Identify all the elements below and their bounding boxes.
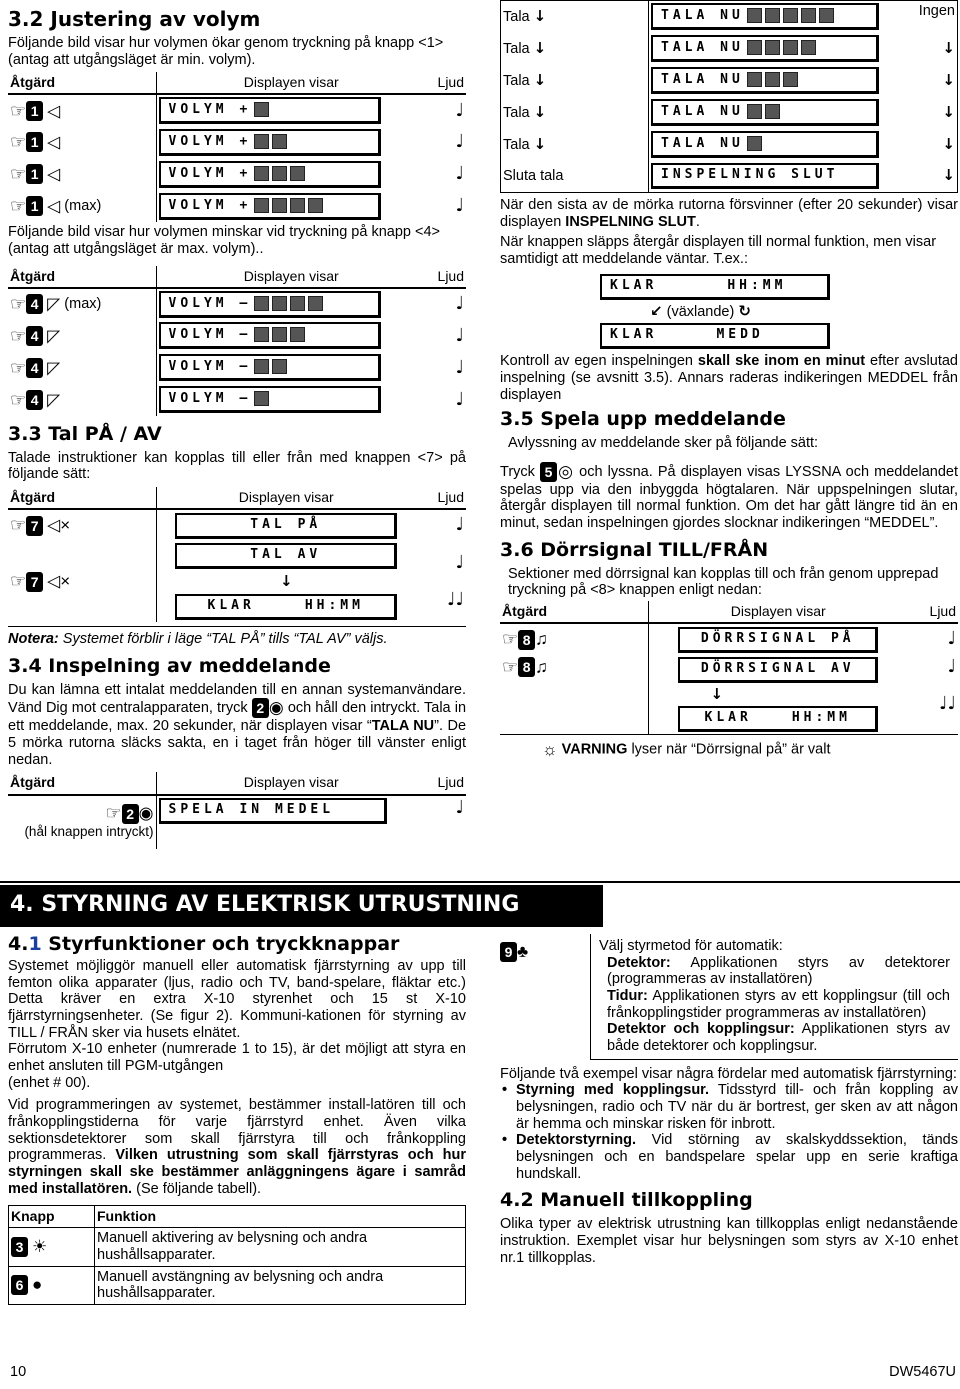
table-row [8, 320, 466, 352]
press-hand-icon: ☞ [10, 571, 27, 592]
lcd-display: VOLYM + [159, 161, 381, 188]
voice-table [8, 487, 466, 622]
key-1-icon: 1 [26, 196, 43, 216]
paragraph: När knappen släpps återgår displayen till normal funktion, men visar samtidigt att meddelande väntar. T.ex.: [500, 234, 937, 268]
listen-icon: ◎ [557, 461, 575, 481]
lcd-display: TALA NU [651, 67, 879, 94]
note-icon: ♩ [455, 131, 464, 153]
section-title-3-3: 3.3 Tal PÅ / AV [8, 422, 162, 445]
table-row [8, 288, 466, 320]
note-icon: ♩ [455, 324, 464, 346]
paragraph: Du kan lämna ett intalat meddelanden till en annan systemanvändare. Vänd Dig mot centralapparaten, tryck 2 ◉ och håll den intryckt. Tala in ett meddelande, max. 20 sekunder, när displayen visar “TALA NU”. De 5 mörka rutorna släcks sakta, en i taget från höger till vänster enligt nedan. [8, 681, 467, 768]
section-title-4-2: 4.2 Manuell tillkoppling [500, 1189, 753, 1212]
message-display-example [600, 274, 958, 350]
key-4-icon: 4 [26, 390, 43, 410]
chime-icon: ♫ [535, 657, 548, 677]
press-hand-icon: ☞ [10, 389, 27, 410]
press-hand-icon: ☞ [10, 196, 27, 217]
key-4-icon: 4 [26, 294, 43, 314]
rotate-right-icon: ↻ [738, 301, 751, 320]
lcd-display: VOLYM + [159, 97, 381, 124]
note: Notera: Systemet förblir i läge “TAL PÅ” tills “TAL AV” väljs. [8, 626, 466, 648]
chapter-title: 4. STYRNING AV ELEKTRISK UTRUSTNING [0, 885, 603, 927]
volume-down-icon: ◸ [47, 358, 61, 378]
chime-icon: ♫ [535, 629, 548, 649]
col-function: Funktion [95, 1206, 466, 1228]
key-8-icon: 8 [518, 657, 535, 677]
note-icon: ♩ [455, 293, 464, 315]
paragraph: Följande bild visar hur volymen minskar vid tryckning på knapp <4> (antag att utgångsläget är max. volym).. [8, 224, 440, 258]
paragraph: När den sista av de mörka rutorna försvinner (efter 20 sekunder) visar displayen INSPELNING SLUT. [500, 197, 958, 230]
section-title-4-1: 4.1 Styrfunktioner och tryckknappar [8, 933, 400, 955]
speech-icon: ◉ [138, 803, 154, 823]
press-hand-icon: ☞ [502, 629, 519, 650]
col-sound: Ljud [426, 266, 466, 288]
table-row: Tala ↓ TALA NU ↓ [501, 97, 958, 129]
col-action: Åtgärd [8, 487, 156, 509]
lamp-auto-icon: ♣ [517, 942, 529, 962]
record-table [8, 772, 466, 848]
lcd-display: INSPELNING SLUT [651, 163, 879, 189]
volume-down-icon: ◸ [47, 326, 61, 346]
arrow-down-icon: ↓ [533, 38, 547, 57]
table-row [8, 190, 466, 222]
col-display: Displayen visar [156, 266, 426, 288]
note-icon: ♩ [947, 656, 956, 678]
max-label: (max) [64, 198, 102, 215]
table-row [8, 795, 466, 849]
col-display: Displayen visar [156, 772, 426, 794]
function-table [8, 1205, 466, 1305]
table-row [8, 94, 466, 126]
paragraph: Tryck 5 ◎ och lyssna. På displayen visas LYSSNA och meddelandet spelas upp via den inbyggda högtalaren. När uppspelningen slutar, återgår displayen till normal funktion. Om det har gått längre tid än en minut, sedan inspelningen gjordes slocknar indikeringen “MEDDEL”. [500, 461, 958, 532]
list-item: • Detektorstyrning. Vid störning av skalskyddssektion, tänds belysningen och en bandspelare spelar upp en serie kraftiga hundskall. [500, 1132, 958, 1182]
key-4-icon: 4 [26, 358, 43, 378]
volume-down-icon: ◸ [47, 294, 61, 314]
volume-down-table [8, 266, 466, 416]
paragraph: Avlyssning av meddelande sker på följande sätt: [508, 435, 819, 452]
key-5-icon: 5 [540, 462, 557, 482]
paragraph: Talade instruktioner kan kopplas till eller från med knappen <7> på följande sätt: [8, 449, 466, 483]
lcd-display: VOLYM – [159, 354, 381, 381]
table-row: Tala ↓ TALA NU ↓ [501, 33, 958, 65]
arrow-down-icon: ↓ [942, 134, 955, 153]
speech-icon: ◉ [268, 698, 284, 718]
right-column-top [500, 0, 958, 765]
paragraph: Följande bild visar hur volymen ökar genom tryckning på knapp <1> (antag att utgångsläget är min. volym). [8, 35, 444, 68]
lcd-display: TALA NU [651, 35, 879, 62]
lcd-display: SPELA IN MEDEL [159, 798, 387, 824]
note-icon: ♩ [455, 356, 464, 378]
paragraph: Kontroll av egen inspelningen skall ske inom en minut efter avslutad inspelning (se avsnitt 3.5). Annars raderas indikeringen MEDDEL från displayen [500, 353, 958, 403]
key-6-icon: 6 [11, 1275, 28, 1295]
note-icon: ♩ [455, 388, 464, 410]
arrow-down-icon: ↓ [942, 38, 955, 57]
lamp-on-icon: ☀ [32, 1237, 48, 1257]
lcd-display: TALA NU [651, 99, 879, 126]
col-sound: Ljud [426, 772, 466, 794]
lcd-display: VOLYM – [159, 322, 381, 349]
arrow-down-icon: ↓ [533, 102, 547, 121]
press-hand-icon: ☞ [10, 357, 27, 378]
lcd-display: TAL PÅ [175, 513, 397, 539]
page-number: 10 [10, 1364, 27, 1380]
table-row: Sluta tala INSPELNING SLUT ↓ [501, 161, 958, 193]
lamp-off-icon: ● [32, 1275, 43, 1295]
alternating-label: (växlande) [666, 303, 735, 320]
lcd-display: KLAR HH:MM [678, 706, 878, 732]
press-hand-icon: ☞ [10, 164, 27, 185]
table-row: Tala ↓ TALA NU ↓ [501, 129, 958, 161]
press-hand-icon: ☞ [10, 100, 27, 121]
col-key: Knapp [9, 1206, 95, 1228]
col-sound: Ljud [416, 487, 466, 509]
col-sound: Ljud [426, 72, 466, 94]
lcd-display: VOLYM + [159, 129, 381, 156]
note-icon: ♩ [455, 514, 464, 536]
hold-label: (hål knappen intryckt) [24, 824, 154, 840]
list-item: • Styrning med kopplingsur. Tidsstyrd till- och från koppling av belysningen, radio och TV när du är bortrest, ger sken av att någon är hemma och minskar risken för inbrott. [500, 1082, 958, 1132]
table-row: Tala ↓ TALA NU ↓ [501, 65, 958, 97]
arrow-down-icon: ↓ [533, 6, 547, 25]
press-hand-icon: ☞ [10, 294, 27, 315]
key-2-icon: 2 [252, 698, 269, 718]
lcd-display: KLAR MEDD [600, 323, 830, 349]
key-7-icon: 7 [26, 516, 43, 536]
key-3-icon: 3 [11, 1237, 28, 1257]
max-label: (max) [64, 296, 102, 313]
lcd-display: DÖRRSIGNAL PÅ [678, 627, 878, 653]
note-icon: ♩ [455, 551, 464, 573]
table-row [8, 541, 466, 622]
table-row [9, 1266, 466, 1304]
table-row [500, 655, 958, 735]
lcd-display: TAL AV [175, 543, 397, 569]
note-icon: ♩ [455, 99, 464, 121]
volume-up-icon: ◁ [47, 164, 61, 184]
section-title-3-5: 3.5 Spela upp meddelande [500, 408, 786, 431]
double-note-icon: ♩♩ [939, 693, 956, 715]
lcd-display: VOLYM – [159, 291, 381, 318]
table-row [8, 352, 466, 384]
chime-table [500, 601, 958, 765]
lcd-display: TALA NU [651, 3, 879, 30]
volume-up-table [8, 72, 466, 222]
rotate-left-icon: ↙ [650, 301, 663, 320]
section-title-3-6: 3.6 Dörrsignal TILL/FRÅN [500, 538, 769, 561]
auto-mode-box: 9 ♣ Välj styrmetod för automatik: Detektor: Applikationen styrs av detektorer (programmeras av installatören) Tidur: Applikationen styrs av ett kopplingsur (till och frånkopplingstider programmeras av installatören) Detektor och kopplingsur: Applikationen styrs av både detektorer och kopplingsur. [500, 934, 958, 1060]
paragraph: Systemet möjliggör manuell eller automatisk fjärrstyrning av upp till femton olika apparater (ljus, radio och TV, band-spelare, fläktar etc.) Detta kräver en extra X-10 styrenhet och 15 st X-10 fjärrstyrningsenheter. (Se figur 2). Kommuni-kationen för styrning av TILL / FRÅN sker via husets elnätet. [8, 957, 466, 1041]
double-note-icon: ♩♩ [447, 589, 464, 611]
note-icon: ♩ [455, 796, 464, 818]
paragraph: Förrutom X-10 enheter (numrerade 1 to 15), är det möjligt att styra en enhet ansluten till PGM-utgången [8, 1041, 466, 1074]
document-id: DW5467U [889, 1364, 956, 1380]
key-8-icon: 8 [518, 630, 535, 650]
section-title-3-2: 3.2 Justering av volym [8, 7, 261, 31]
table-row [9, 1228, 466, 1266]
lcd-display: DÖRRSIGNAL AV [678, 657, 878, 683]
press-hand-icon: ☞ [10, 515, 27, 536]
volume-up-icon: ◁ [47, 101, 61, 121]
press-hand-icon: ☞ [502, 657, 519, 678]
arrow-down-icon: ↓ [942, 166, 955, 185]
table-row: Tala ↓ TALA NU Ingen [501, 1, 958, 33]
divider [0, 881, 960, 883]
table-row: ☼ VARNING lyser när “Dörrsignal på” är valt [500, 735, 958, 765]
col-display: Displayen visar [648, 601, 908, 623]
col-action: Åtgärd [8, 772, 156, 794]
function-text: Manuell avstängning av belysning och andra hushållsapparater. [97, 1268, 384, 1302]
col-action: Åtgärd [500, 601, 648, 623]
arrow-down-icon: ↓ [942, 102, 955, 121]
arrow-down-icon: ↓ [533, 70, 547, 89]
arrow-down-icon: ↓ [710, 685, 724, 703]
press-hand-icon: ☞ [10, 132, 27, 153]
paragraph: Följande två exempel visar några fördelar med automatisk fjärrstyrning: [500, 1065, 957, 1082]
key-9-icon: 9 [500, 942, 517, 962]
key-1-icon: 1 [26, 164, 43, 184]
paragraph: Olika typer av elektrisk utrustning kan tillkopplas enligt nedanstående instruktion. Exemplet visar hur belysningen som styrs av X-10 enhet nr.1 tillkopplas. [500, 1216, 958, 1266]
arrow-down-icon: ↓ [533, 134, 547, 153]
arrow-down-icon: ↓ [942, 70, 955, 89]
col-display: Displayen visar [156, 487, 416, 509]
table-row [500, 623, 958, 655]
left-column-bottom [8, 934, 466, 1305]
paragraph: Sektioner med dörrsignal kan kopplas till och från genom upprepad tryckning på <8> knappen enligt nedan: [508, 565, 939, 599]
section-title-3-4: 3.4 Inspelning av meddelande [8, 654, 331, 677]
function-text: Manuell aktivering av belysning och andra hushållsapparater. [95, 1228, 466, 1266]
arrow-down-icon: ↓ [279, 572, 293, 591]
bullet-list [500, 1082, 958, 1182]
volume-up-icon: ◁ [47, 132, 61, 152]
paragraph: Vid programmeringen av systemet, bestämmer install-latören till och frånkopplingstiderna för varje fjärrstyrd enhet. Även vilka sektionsdetektorer som skall fjärrstyra till och frånkoppling programmeras. Vilken utrustning som skall fjärrstyras och hur styrningen skall ske bestämmer anläggningens ägare i samråd med installatören. (Se följande tabell). [8, 1097, 466, 1197]
ingen-label: Ingen [918, 3, 955, 19]
led-light-icon: ☼ [542, 740, 558, 760]
key-1-icon: 1 [26, 132, 43, 152]
key-4-icon: 4 [26, 326, 43, 346]
lcd-display: VOLYM – [159, 386, 381, 413]
lcd-display: TALA NU [651, 131, 879, 158]
table-row [8, 384, 466, 416]
note-icon: ♩ [455, 163, 464, 185]
right-column-bottom [500, 934, 958, 1266]
lcd-display: KLAR HH:MM [175, 594, 397, 620]
table-row [8, 126, 466, 158]
table-row [8, 509, 466, 541]
col-action: Åtgärd [8, 266, 156, 288]
table-row [8, 158, 466, 190]
auto-title: Välj styrmetod för automatik: [599, 938, 783, 954]
note-icon: ♩ [947, 628, 956, 650]
volume-up-icon: ◁ [47, 196, 61, 216]
key-1-icon: 1 [26, 101, 43, 121]
paragraph: (enhet # 00). [8, 1074, 91, 1091]
key-7-icon: 7 [26, 572, 43, 592]
lcd-display: VOLYM + [159, 193, 381, 220]
note-icon: ♩ [455, 195, 464, 217]
left-column-top [8, 4, 466, 849]
press-hand-icon: ☞ [105, 803, 122, 824]
mute-speaker-icon: ◁× [47, 571, 71, 591]
recording-progress-table [500, 0, 958, 193]
col-sound: Ljud [908, 601, 958, 623]
mute-speaker-icon: ◁× [47, 515, 71, 535]
col-display: Displayen visar [156, 72, 426, 94]
key-2-icon: 2 [122, 804, 139, 824]
press-hand-icon: ☞ [10, 325, 27, 346]
lcd-display: KLAR HH:MM [600, 274, 830, 300]
volume-down-icon: ◸ [47, 390, 61, 410]
col-action: Åtgärd [8, 72, 156, 94]
